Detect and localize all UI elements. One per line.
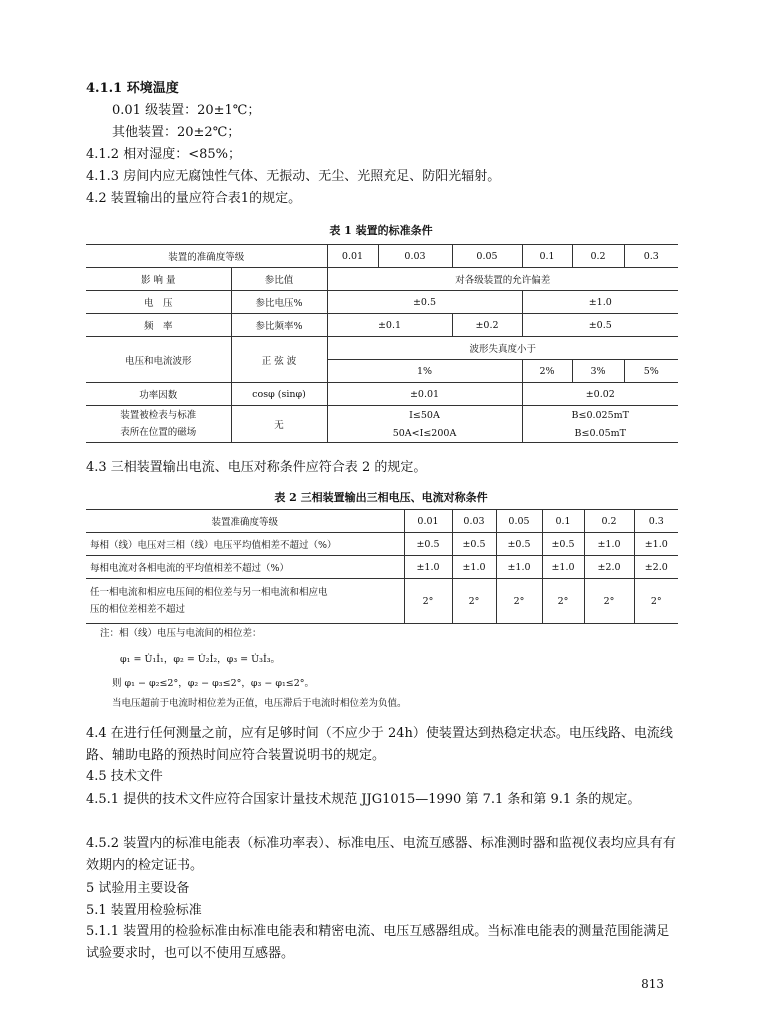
t2-phase-value: 2° [634,579,678,624]
t1-magnetic-value: B≤0.025mT [522,406,678,425]
section-4-2: 4.2 装置输出的量应符合表1的规定。 [86,191,302,206]
t1-grade: 0.2 [572,245,624,268]
t2-voltage-row-label: 每相（线）电压对三相（线）电压平均值相差不超过（%） [86,533,404,556]
t1-waveform-value: 5% [624,360,678,383]
section-4-4: 4.4 在进行任何测量之前，应有足够时间（不应少于 24h）使装置达到热稳定状态。电压线路、电流线路、辅助电路的预热时间应符合装置说明书的规定。 [86,726,673,763]
section-5: 5 试验用主要设备 [86,881,190,896]
t1-waveform-value: 2% [522,360,572,383]
t1-grade: 0.03 [378,245,452,268]
t2-voltage-value: ±1.0 [634,533,678,556]
t2-voltage-value: ±0.5 [542,533,584,556]
t1-voltage-value: ±0.5 [327,291,522,314]
t2-phase-row-label [86,579,404,624]
section-4-5-1: 4.5.1 提供的技术文件应符合国家计量技术规范 JJG1015—1990 第 7.1 条和第 9.1 条的规定。 [86,792,641,807]
t1-allow-header: 对各级装置的允许偏差 [327,268,678,291]
t2-phase-value: 2° [542,579,584,624]
table2-note-2: φ₁ = U̇₁İ₁，φ₂ = U̇₂İ₂，φ₃ = U̇₃İ₃。 [120,654,281,665]
temp-line-1: 0.01 级装置：20±1℃； [112,103,261,118]
t1-frequency-value: ±0.5 [522,314,678,337]
section-4-1-1: 4.1.1 环境温度 [86,81,179,96]
t1-voltage-value: ±1.0 [522,291,678,314]
t1-factor-header: 影 响 量 [86,268,231,291]
t2-current-value: ±1.0 [542,556,584,579]
section-5-1-1: 5.1.1 装置用的检验标准由标准电能表和精密电流、电压互感器组成。当标准电能表的测量范围能满足试验要求时，也可以不使用互感器。 [86,924,670,961]
section-4-5: 4.5 技术文件 [86,769,163,784]
t2-grade-header: 装置准确度等级 [86,510,404,533]
t1-waveform: 电压和电流波形 [86,337,231,383]
t1-voltage-ref: 参比电压% [231,291,327,314]
t1-grade: 0.05 [452,245,522,268]
t1-magnetic-value: B≤0.05mT [522,424,678,443]
t2-grade: 0.3 [634,510,678,533]
t2-phase-value: 2° [496,579,542,624]
t1-magnetic-field [86,406,231,443]
section-4-1-3: 4.1.3 房间内应无腐蚀性气体、无振动、无尘、光照充足、防阳光辐射。 [86,169,501,184]
section-5-1: 5.1 装置用检验标准 [86,903,202,918]
t1-power-factor-value: ±0.01 [327,383,522,406]
t1-magnetic-label-2: 表所在位置的磁场 [120,427,197,438]
table2-caption: 表 2 三相装置输出三相电压、电流对称条件 [274,491,488,504]
t2-current-value: ±2.0 [584,556,634,579]
t2-voltage-value: ±1.0 [584,533,634,556]
temp-line-2: 其他装置：20±2℃； [112,125,241,140]
t2-voltage-value: ±0.5 [496,533,542,556]
t1-voltage: 电 压 [86,291,231,314]
section-4-1-2: 4.1.2 相对湿度：<85%； [86,147,241,162]
t2-grade: 0.2 [584,510,634,533]
t1-waveform-header: 波形失真度小于 [327,337,678,360]
t2-current-value: ±2.0 [634,556,678,579]
t1-power-factor-value: ±0.02 [522,383,678,406]
t1-grade: 0.3 [624,245,678,268]
t2-voltage-value: ±0.5 [404,533,452,556]
t2-phase-value: 2° [404,579,452,624]
t2-current-value: ±1.0 [404,556,452,579]
t1-ref-header: 参比值 [231,268,327,291]
t2-current-row-label: 每相电流对各相电流的平均值相差不超过（%） [86,556,404,579]
t2-grade: 0.1 [542,510,584,533]
t1-magnetic-ref: 无 [231,406,327,443]
t2-phase-label-2: 压的相位差相差不超过 [90,604,186,615]
t1-frequency-value: ±0.1 [327,314,452,337]
t2-voltage-value: ±0.5 [452,533,496,556]
section-4-3: 4.3 三相装置输出电流、电压对称条件应符合表 2 的规定。 [86,460,427,475]
t2-current-value: ±1.0 [496,556,542,579]
t1-grade: 0.1 [522,245,572,268]
t1-frequency-ref: 参比频率% [231,314,327,337]
t1-magnetic-current: I≤50A [327,406,522,425]
t2-grade: 0.03 [452,510,496,533]
t1-waveform-ref: 正 弦 波 [231,337,327,383]
table1 [86,244,678,443]
t2-current-value: ±1.0 [452,556,496,579]
t1-waveform-value: 1% [327,360,522,383]
section-4-5-2: 4.5.2 装置内的标准电能表（标准功率表）、标准电压、电流互感器、标准测时器和监视仪表均应具有有效期内的检定证书。 [86,836,676,873]
t1-magnetic-current: 50A<I≤200A [327,424,522,443]
table2-note-1: 注：相（线）电压与电流间的相位差： [100,628,262,639]
table2-note-3: 则 φ₁ − φ₂≤2°，φ₂ − φ₃≤2°，φ₃ − φ₁≤2°。 [112,678,315,689]
t1-grade: 0.01 [327,245,378,268]
t1-grade-header: 装置的准确度等级 [86,245,327,268]
table2 [86,509,678,624]
t1-frequency-value: ±0.2 [452,314,522,337]
t2-phase-value: 2° [452,579,496,624]
t2-grade: 0.05 [496,510,542,533]
t2-phase-label-1: 任一相电流和相应电压间的相位差与另一相电流和相应电 [90,587,328,598]
t1-waveform-value: 3% [572,360,624,383]
t2-grade: 0.01 [404,510,452,533]
table2-note-4: 当电压超前于电流时相位差为正值，电压滞后于电流时相位差为负值。 [112,698,407,709]
t1-power-factor: 功率因数 [86,383,231,406]
t1-power-factor-ref: cosφ (sinφ) [231,383,327,406]
table1-caption: 表 1 装置的标准条件 [329,224,433,237]
t1-frequency: 频 率 [86,314,231,337]
t1-magnetic-label-1: 装置被检表与标准 [120,410,197,421]
t2-phase-value: 2° [584,579,634,624]
page-number: 813 [641,977,664,991]
